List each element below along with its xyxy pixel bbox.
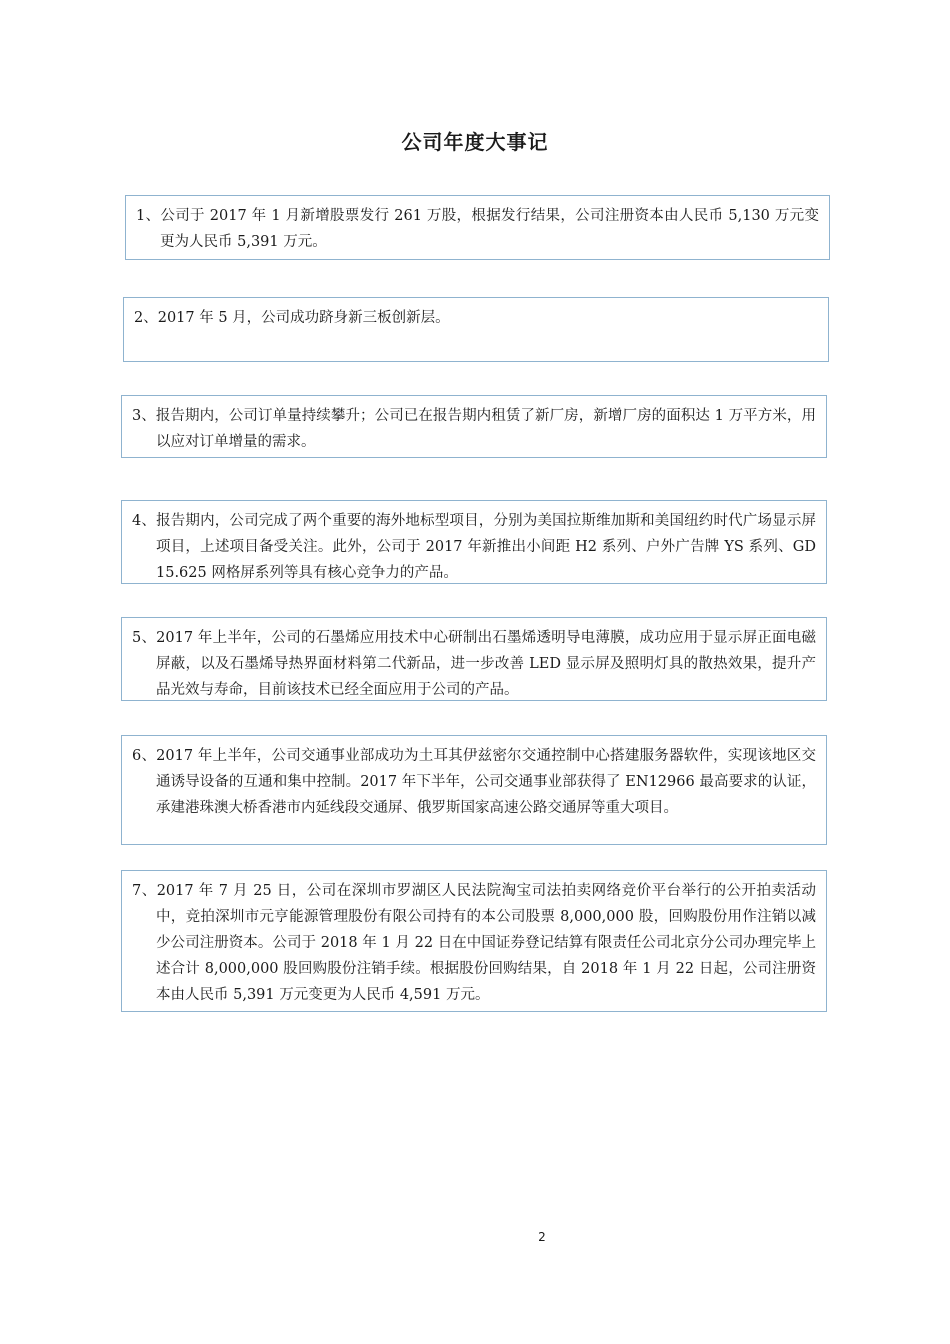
event-text-1: 1、公司于 2017 年 1 月新增股票发行 261 万股，根据发行结果，公司注册资本由人民币 5,130 万元变更为人民币 5,391 万元。 [136,208,819,250]
page-number: 2 [538,1230,546,1244]
event-text-4: 4、报告期内，公司完成了两个重要的海外地标型项目，分别为美国拉斯维加斯和美国纽约时代广场显示屏项目，上述项目备受关注。此外，公司于 2017 年新推出小间距 H2 系列、户外广告牌 YS 系列、GD15.625 网格屏系列等具有核心竞争力的产品。 [132,513,816,581]
event-box-4 [121,500,827,584]
event-text-7: 7、2017 年 7 月 25 日，公司在深圳市罗湖区人民法院淘宝司法拍卖网络竞价平台举行的公开拍卖活动中，竞拍深圳市元亨能源管理股份有限公司持有的本公司股票 8,000,000 股，回购股份用作注销以减少公司注册资本。公司于 2018 年 1 月 22 日在中国证券登记结算有限责任公司北京分公司办理完毕上述合计 8,000,000 股回购股份注销手续。根据股份回购结果，自 2018 年 1 月 22 日起，公司注册资本由人民币 5,391 万元变更为人民币 4,591 万元。 [132,883,816,1003]
event-box-3 [121,395,827,458]
event-text-5: 5、2017 年上半年，公司的石墨烯应用技术中心研制出石墨烯透明导电薄膜，成功应用于显示屏正面电磁屏蔽，以及石墨烯导热界面材料第二代新品，进一步改善 LED 显示屏及照明灯具的散热效果，提升产品光效与寿命，目前该技术已经全面应用于公司的产品。 [132,630,816,698]
event-text-6: 6、2017 年上半年，公司交通事业部成功为土耳其伊兹密尔交通控制中心搭建服务器软件，实现该地区交通诱导设备的互通和集中控制。2017 年下半年，公司交通事业部获得了 EN12966 最高要求的认证，承建港珠澳大桥香港市内延线段交通屏、俄罗斯国家高速公路交通屏等重大项目。 [132,748,816,816]
event-box-6 [121,735,827,845]
event-text-2: 2、2017 年 5 月，公司成功跻身新三板创新层。 [134,310,450,326]
event-box-5 [121,617,827,701]
event-box-1 [125,195,830,260]
event-box-2 [123,297,829,362]
event-box-7 [121,870,827,1012]
event-text-3: 3、报告期内，公司订单量持续攀升；公司已在报告期内租赁了新厂房，新增厂房的面积达 1 万平方米，用以应对订单增量的需求。 [132,408,816,450]
page-title: 公司年度大事记 [401,130,549,154]
